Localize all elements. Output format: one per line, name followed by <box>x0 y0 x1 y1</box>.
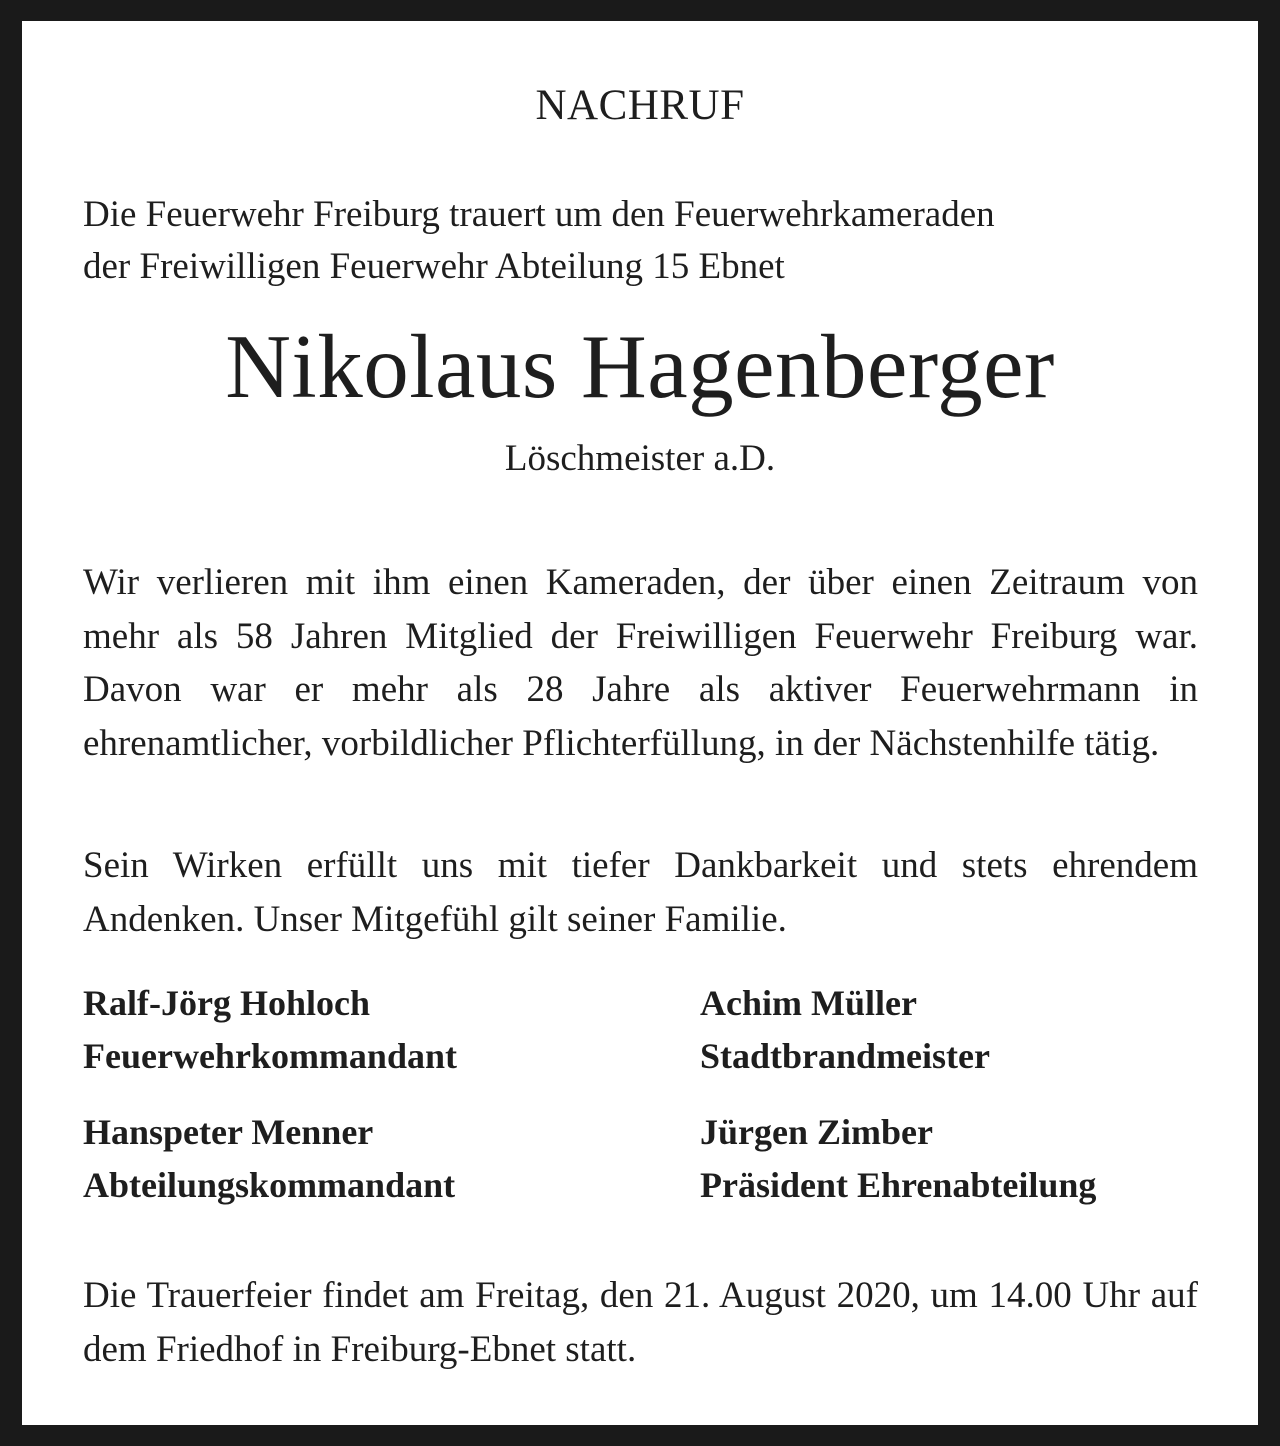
signatory-title: Abteilungskommandant <box>83 1165 456 1205</box>
deceased-rank: Löschmeister a.D. <box>504 438 776 479</box>
signatory <box>83 1106 455 1212</box>
funeral-info: Die Trauerfeier findet am Freitag, den 21. August 2020, um 14.00 Uhr auf dem Friedhof in Freiburg-Ebnet statt. <box>83 1275 1198 1370</box>
obituary-notice <box>22 21 1258 1425</box>
signatory-name: Ralf-Jörg Hohloch <box>83 983 370 1023</box>
intro-line: der Freiwilligen Feuerwehr Abteilung 15 Ebnet <box>83 246 785 287</box>
intro-line: Die Feuerwehr Freiburg trauert um den Feuerwehrkameraden <box>83 194 995 235</box>
signatory-title: Feuerwehrkommandant <box>83 1036 457 1076</box>
signatory-name: Achim Müller <box>700 983 917 1023</box>
signatory <box>700 977 990 1083</box>
signatory-name: Hanspeter Menner <box>83 1112 374 1152</box>
condolence-paragraph: Sein Wirken erfüllt uns mit tiefer Dankbarkeit und stets ehrendem Andenken. Unser Mitgefühl gilt seiner Familie. <box>83 845 1198 940</box>
signatory <box>83 977 457 1083</box>
notice-heading: NACHRUF <box>535 82 745 129</box>
tribute-paragraph: Wir verlieren mit ihm einen Kameraden, der über einen Zeitraum von mehr als 58 Jahren Mitglied der Freiwilligen Feuerwehr Freiburg war. Davon war er mehr als 28 Jahre als aktiver Feuerwehrmann in ehrenamtlicher, vorbildlicher Pflichterfüllung, in der Nächstenhilfe tätig. <box>83 562 1198 764</box>
deceased-name: Nikolaus Hagenberger <box>225 316 1055 417</box>
signatory-name: Jürgen Zimber <box>700 1112 933 1152</box>
intro-text <box>83 189 1203 293</box>
signatory-title: Präsident Ehrenabteilung <box>700 1165 1097 1205</box>
signatory-title: Stadtbrandmeister <box>700 1036 990 1076</box>
signatory <box>700 1106 1096 1212</box>
